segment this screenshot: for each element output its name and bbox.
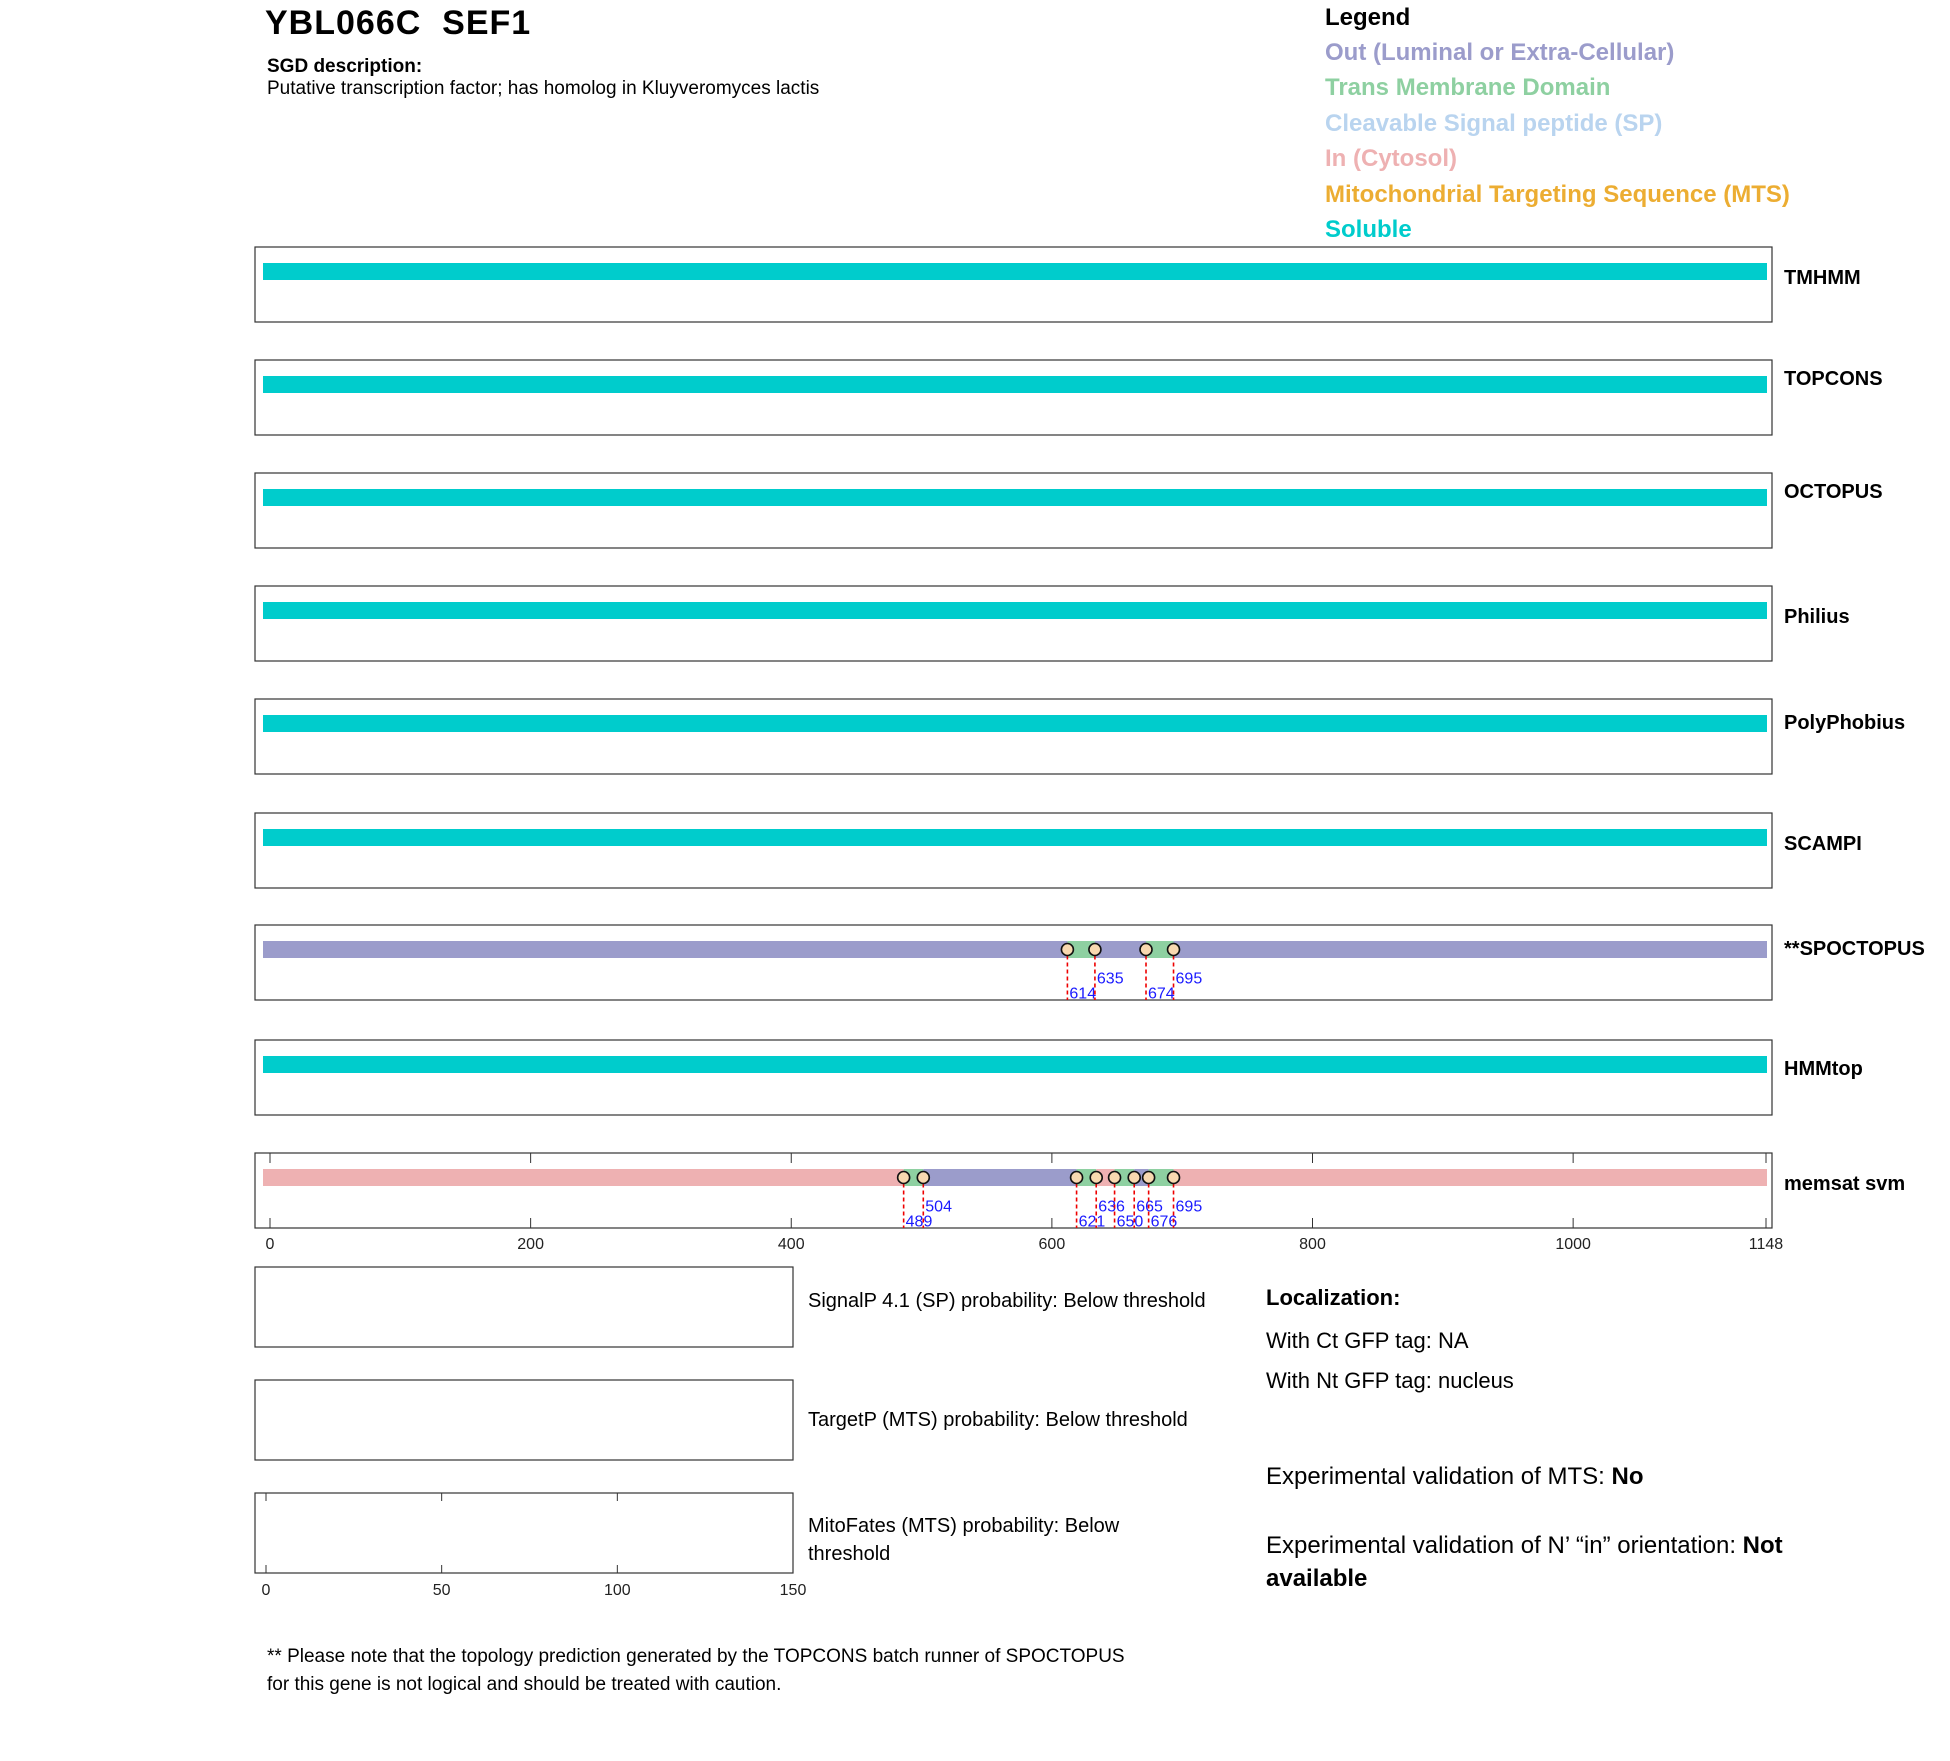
boundary-label-memsat-svm-1: 504 [925,1198,952,1216]
x-tick-label-6: 1148 [1748,1236,1784,1253]
legend-out: Out (Luminal or Extra-Cellular) [1325,39,1675,66]
boundary-marker-spoctopus-3 [1168,944,1180,956]
sgd-description: Putative transcription factor; has homolog in Kluyveromyces lactis [267,78,820,99]
prob-tick-label-1: 50 [432,1582,451,1599]
x-tick-label-3: 600 [1038,1236,1066,1253]
segment-memsat-svm-2 [923,1169,1076,1186]
boundary-marker-memsat-svm-4 [1109,1172,1121,1184]
track-label-polyphobius: PolyPhobius [1784,712,1906,734]
validation-mts-label: Experimental validation of MTS: [1266,1463,1612,1490]
segment-spoctopus-0 [263,941,1067,958]
validation-mts-value: No [1611,1463,1644,1490]
boundary-marker-memsat-svm-6 [1143,1172,1155,1184]
track-box-philius [255,586,1772,661]
sgd-heading: SGD description: [267,56,423,77]
track-label-scampi: SCAMPI [1784,833,1862,855]
boundary-marker-memsat-svm-1 [917,1172,929,1184]
segment-topcons-0 [263,376,1767,393]
prob-tick-label-3: 150 [779,1582,807,1599]
track-box-hmmtop [255,1040,1772,1115]
boundary-label-spoctopus-0: 614 [1069,985,1097,1003]
segment-scampi-0 [263,829,1767,846]
track-box-spoctopus [255,925,1772,1000]
localization-heading: Localization: [1266,1285,1401,1310]
x-tick-label-2: 400 [777,1236,805,1253]
x-tick-label-0: 0 [265,1236,275,1253]
mitofates-label: MitoFates (MTS) probability: Below threshold [808,1515,1120,1565]
boundary-label-spoctopus-3: 695 [1175,970,1203,988]
x-tick-label-5: 1000 [1555,1236,1591,1253]
track-box-polyphobius [255,699,1772,774]
validation-nin [1266,1529,1866,1595]
boundary-label-memsat-svm-4: 650 [1116,1213,1144,1231]
boundary-marker-memsat-svm-7 [1168,1172,1180,1184]
segment-philius-0 [263,602,1767,619]
legend-in: In (Cytosol) [1325,145,1457,172]
probability-box-0 [255,1267,793,1347]
legend-soluble: Soluble [1325,216,1412,243]
boundary-marker-memsat-svm-3 [1090,1172,1102,1184]
segment-polyphobius-0 [263,715,1767,732]
legend-mts: Mitochondrial Targeting Sequence (MTS) [1325,181,1790,208]
segment-hmmtop-0 [263,1056,1767,1073]
legend-title: Legend [1325,4,1411,31]
legend-sp: Cleavable Signal peptide (SP) [1325,110,1663,137]
boundary-label-spoctopus-1: 635 [1096,970,1124,988]
legend-tm: Trans Membrane Domain [1325,74,1611,101]
validation-mts [1266,1463,1643,1491]
boundary-label-memsat-svm-3: 636 [1098,1198,1125,1216]
segment-spoctopus-4 [1174,941,1767,958]
track-label-memsat-svm: memsat svm [1784,1173,1906,1195]
footnote: ** Please note that the topology prediction generated by the TOPCONS batch runner of SPOCTOPUS for this gene is not logical and should be treated with caution. [267,1646,1125,1695]
validation-nin-value: Not available [1266,1532,1783,1592]
boundary-label-memsat-svm-6: 676 [1150,1213,1178,1231]
track-box-scampi [255,813,1772,888]
boundary-marker-spoctopus-1 [1089,944,1101,956]
localization-nt: With Nt GFP tag: nucleus [1266,1368,1514,1393]
segment-spoctopus-2 [1095,941,1146,958]
targetp-label: TargetP (MTS) probability: Below threshold [808,1409,1188,1431]
track-label-spoctopus: **SPOCTOPUS [1784,938,1925,960]
gene-title: YBL066C SEF1 [265,4,532,42]
track-box-tmhmm [255,247,1772,322]
boundary-marker-memsat-svm-5 [1128,1172,1140,1184]
boundary-marker-memsat-svm-2 [1071,1172,1083,1184]
localization-ct: With Ct GFP tag: NA [1266,1328,1469,1353]
x-tick-label-1: 200 [517,1236,544,1253]
probability-box-2 [255,1493,793,1573]
track-label-philius: Philius [1784,606,1850,628]
boundary-label-memsat-svm-2: 621 [1078,1213,1106,1231]
boundary-label-memsat-svm-0: 489 [905,1213,933,1231]
track-label-topcons: TOPCONS [1784,368,1883,390]
boundary-marker-memsat-svm-0 [898,1172,910,1184]
boundary-marker-spoctopus-0 [1061,944,1073,956]
boundary-marker-spoctopus-2 [1140,944,1152,956]
boundary-label-memsat-svm-7: 695 [1175,1198,1203,1216]
validation-nin-label: Experimental validation of N’ “in” orientation: [1266,1532,1743,1559]
x-tick-label-4: 800 [1299,1236,1326,1253]
track-label-hmmtop: HMMtop [1784,1058,1863,1080]
track-label-tmhmm: TMHMM [1784,267,1861,289]
prob-tick-label-2: 100 [603,1582,631,1599]
track-box-octopus [255,473,1772,548]
probability-box-1 [255,1380,793,1460]
boundary-label-spoctopus-2: 674 [1148,985,1175,1003]
track-box-memsat-svm [255,1153,1772,1228]
track-box-topcons [255,360,1772,435]
boundary-label-memsat-svm-5: 665 [1136,1198,1163,1216]
track-label-octopus: OCTOPUS [1784,481,1883,503]
prob-tick-label-0: 0 [261,1582,271,1599]
segment-memsat-svm-0 [263,1169,904,1186]
signalp-label: SignalP 4.1 (SP) probability: Below threshold [808,1290,1206,1312]
segment-memsat-svm-8 [1174,1169,1767,1186]
segment-octopus-0 [263,489,1767,506]
segment-tmhmm-0 [263,263,1767,280]
